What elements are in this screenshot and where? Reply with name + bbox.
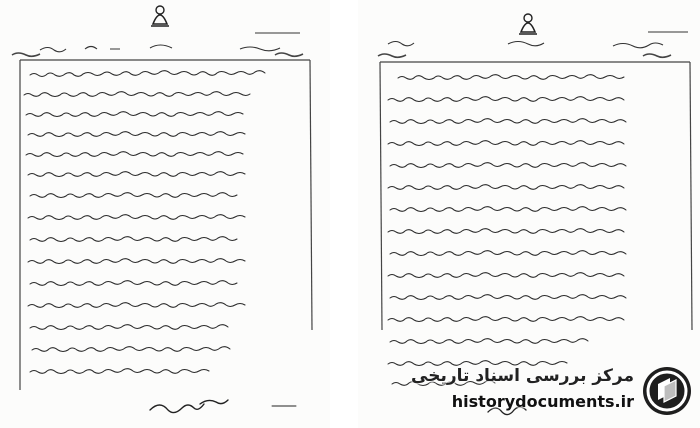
watermark-title: مرکز بررسی اسناد تاریخی <box>411 366 634 386</box>
archive-watermark <box>394 362 694 420</box>
lion-sun-emblem-icon <box>519 14 537 34</box>
letterhead-fields <box>388 32 688 48</box>
signature-left <box>150 400 296 413</box>
page-border <box>378 54 692 330</box>
watermark-url[interactable]: historydocuments.ir <box>451 392 634 411</box>
document-page-left <box>0 0 330 428</box>
archive-emblem-icon <box>640 364 694 418</box>
handwriting-lines-right <box>388 75 626 386</box>
handwritten-page-left <box>0 0 330 428</box>
lion-sun-emblem-icon <box>151 6 169 26</box>
page-border <box>12 53 312 390</box>
letterhead-fields <box>40 33 300 52</box>
handwriting-lines-left <box>24 71 265 374</box>
